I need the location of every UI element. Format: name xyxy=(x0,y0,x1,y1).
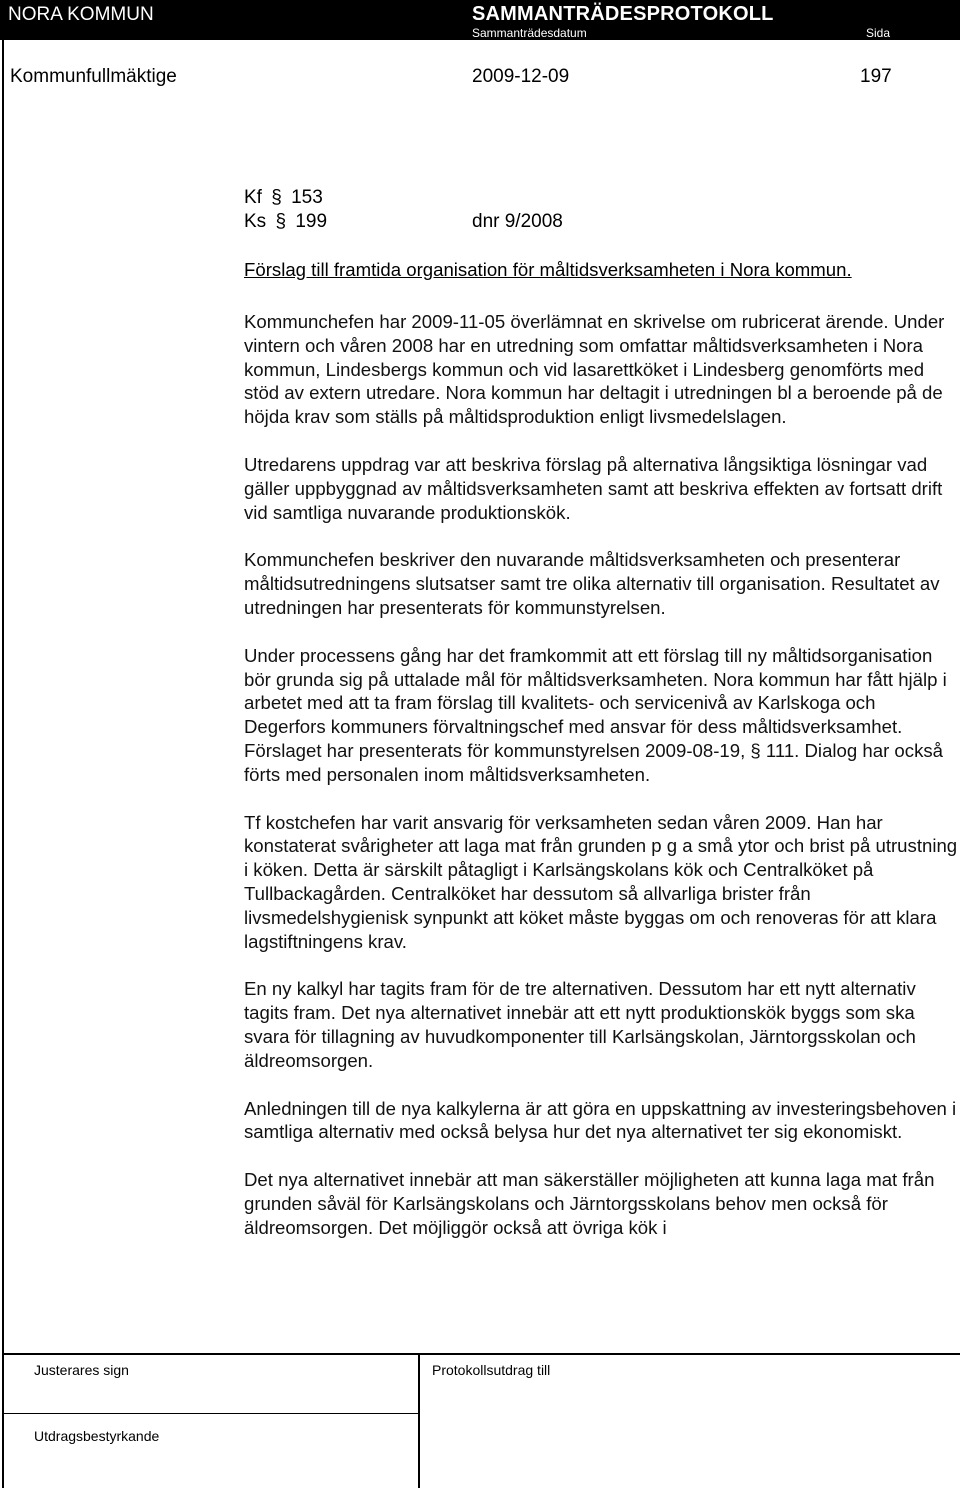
ks-reference xyxy=(244,211,327,233)
signature-divider xyxy=(418,1355,420,1488)
paragraph: Under processens gång har det framkommit att ett förslag till ny måltidsorganisation bör grunda sig på uttalade mål för måltidsverksamheten. Nora kommun har fått hjälp i arbetet med att ta fram förslag till kvalitets- och servicenivå av Karlskoga och Degerfors kommuners förvaltningschef med ansvar för dess måltidsverksamhet. Förslaget har presenterats för kommunstyrelsen 2009-08-19, § 111. Dialog har också förts med personalen inom måltidsverksamheten. xyxy=(244,644,947,785)
paragraph: En ny kalkyl har tagits fram för de tre alternativen. Dessutom har ett nytt alternativ tagits fram. Det nya alternativet innebär att ett nytt produktionskök byggs som ska svara för tillagning av huvudkomponenter till Karlsängskolan, Järntorgsskolan och äldreomsorgen. xyxy=(244,978,916,1071)
kf-reference xyxy=(244,187,323,209)
paragraph: Kommunchefen beskriver den nuvarande måltidsverksamheten och presenterar måltidsutredningens slutsatser samt tre olika alternativ till organisation. Resultatet av utredningen har presenterats för kommunstyrelsen. xyxy=(244,549,940,618)
page-number: 197 xyxy=(860,66,892,87)
adjuster-sign-label: Justerares sign xyxy=(34,1362,129,1378)
ks-number: 199 xyxy=(295,211,328,232)
signature-separator xyxy=(4,1413,418,1414)
section-sign-icon: § xyxy=(271,187,282,208)
extract-to-label: Protokollsutdrag till xyxy=(432,1362,551,1378)
section-sign-icon: § xyxy=(275,211,287,232)
case-title: Förslag till framtida organisation för måltidsverksamheten i Nora kommun. xyxy=(244,259,852,280)
paragraph: Det nya alternativet innebär att man säkerställer möjligheten att kunna laga mat från grunden såväl för Karlsängskolans och Järntorgsskolans behov men också för äldreomsorgen. Det möjliggör också att övriga kök i xyxy=(244,1169,935,1238)
paragraph: Utredarens uppdrag var att beskriva förslag på alternativa långsiktiga lösningar vad gäller uppbyggnad av måltidsverksamheten samt att beskriva effekten av fortsatt drift vid samtliga nuvarande produktionskök. xyxy=(244,453,943,523)
page-label: Sida xyxy=(866,26,891,40)
ks-label: Ks xyxy=(244,211,267,232)
paragraph: Anledningen till de nya kalkylerna är att göra en uppskattning av investeringsbehoven i samtliga alternativ med också belysa hur det nya alternativet ter sig ekonomiskt. xyxy=(244,1097,957,1143)
kf-label: Kf xyxy=(244,187,262,208)
footer-rule xyxy=(2,1353,960,1355)
meeting-body: Kommunfullmäktige xyxy=(10,66,177,87)
document-body xyxy=(244,310,960,1264)
certifier-label: Utdragsbestyrkande xyxy=(34,1428,160,1444)
document-type: SAMMANTRÄDESPROTOKOLL xyxy=(472,3,774,25)
paragraph: Tf kostchefen har varit ansvarig för verksamheten sedan våren 2009. Han har konstaterat svårigheter att laga mat från grunden p g a små ytor och brist på utrustning i köken. Detta är särskilt påtagligt i Karlsängskolans kök och Centralköket på Tullbackagården. Centralköket har dessutom så allvarliga brister från livsmedelshygienisk synpunkt att köket måste byggas om och renoveras för att klara lagstiftningens krav. xyxy=(244,811,958,952)
left-margin-rule xyxy=(2,40,4,1488)
meeting-date-label: Sammanträdesdatum xyxy=(472,26,587,40)
organization-name: NORA KOMMUN xyxy=(8,4,154,25)
meeting-date: 2009-12-09 xyxy=(472,66,570,87)
kf-number: 153 xyxy=(291,187,323,208)
paragraph: Kommunchefen har 2009-11-05 överlämnat en skrivelse om rubricerat ärende. Under vintern och våren 2008 har en utredning som omfattar måltidsverksamheten i Nora kommun, Lindesbergs kommun och vid lasarettköket i Lindesberg genomförts med stöd av extern utredare. Nora kommun har deltagit i utredningen bl a beroende på de höjda krav som ställs på måltidsproduktion enligt livsmedelslagen. xyxy=(244,311,945,428)
diary-number: dnr 9/2008 xyxy=(472,211,563,232)
